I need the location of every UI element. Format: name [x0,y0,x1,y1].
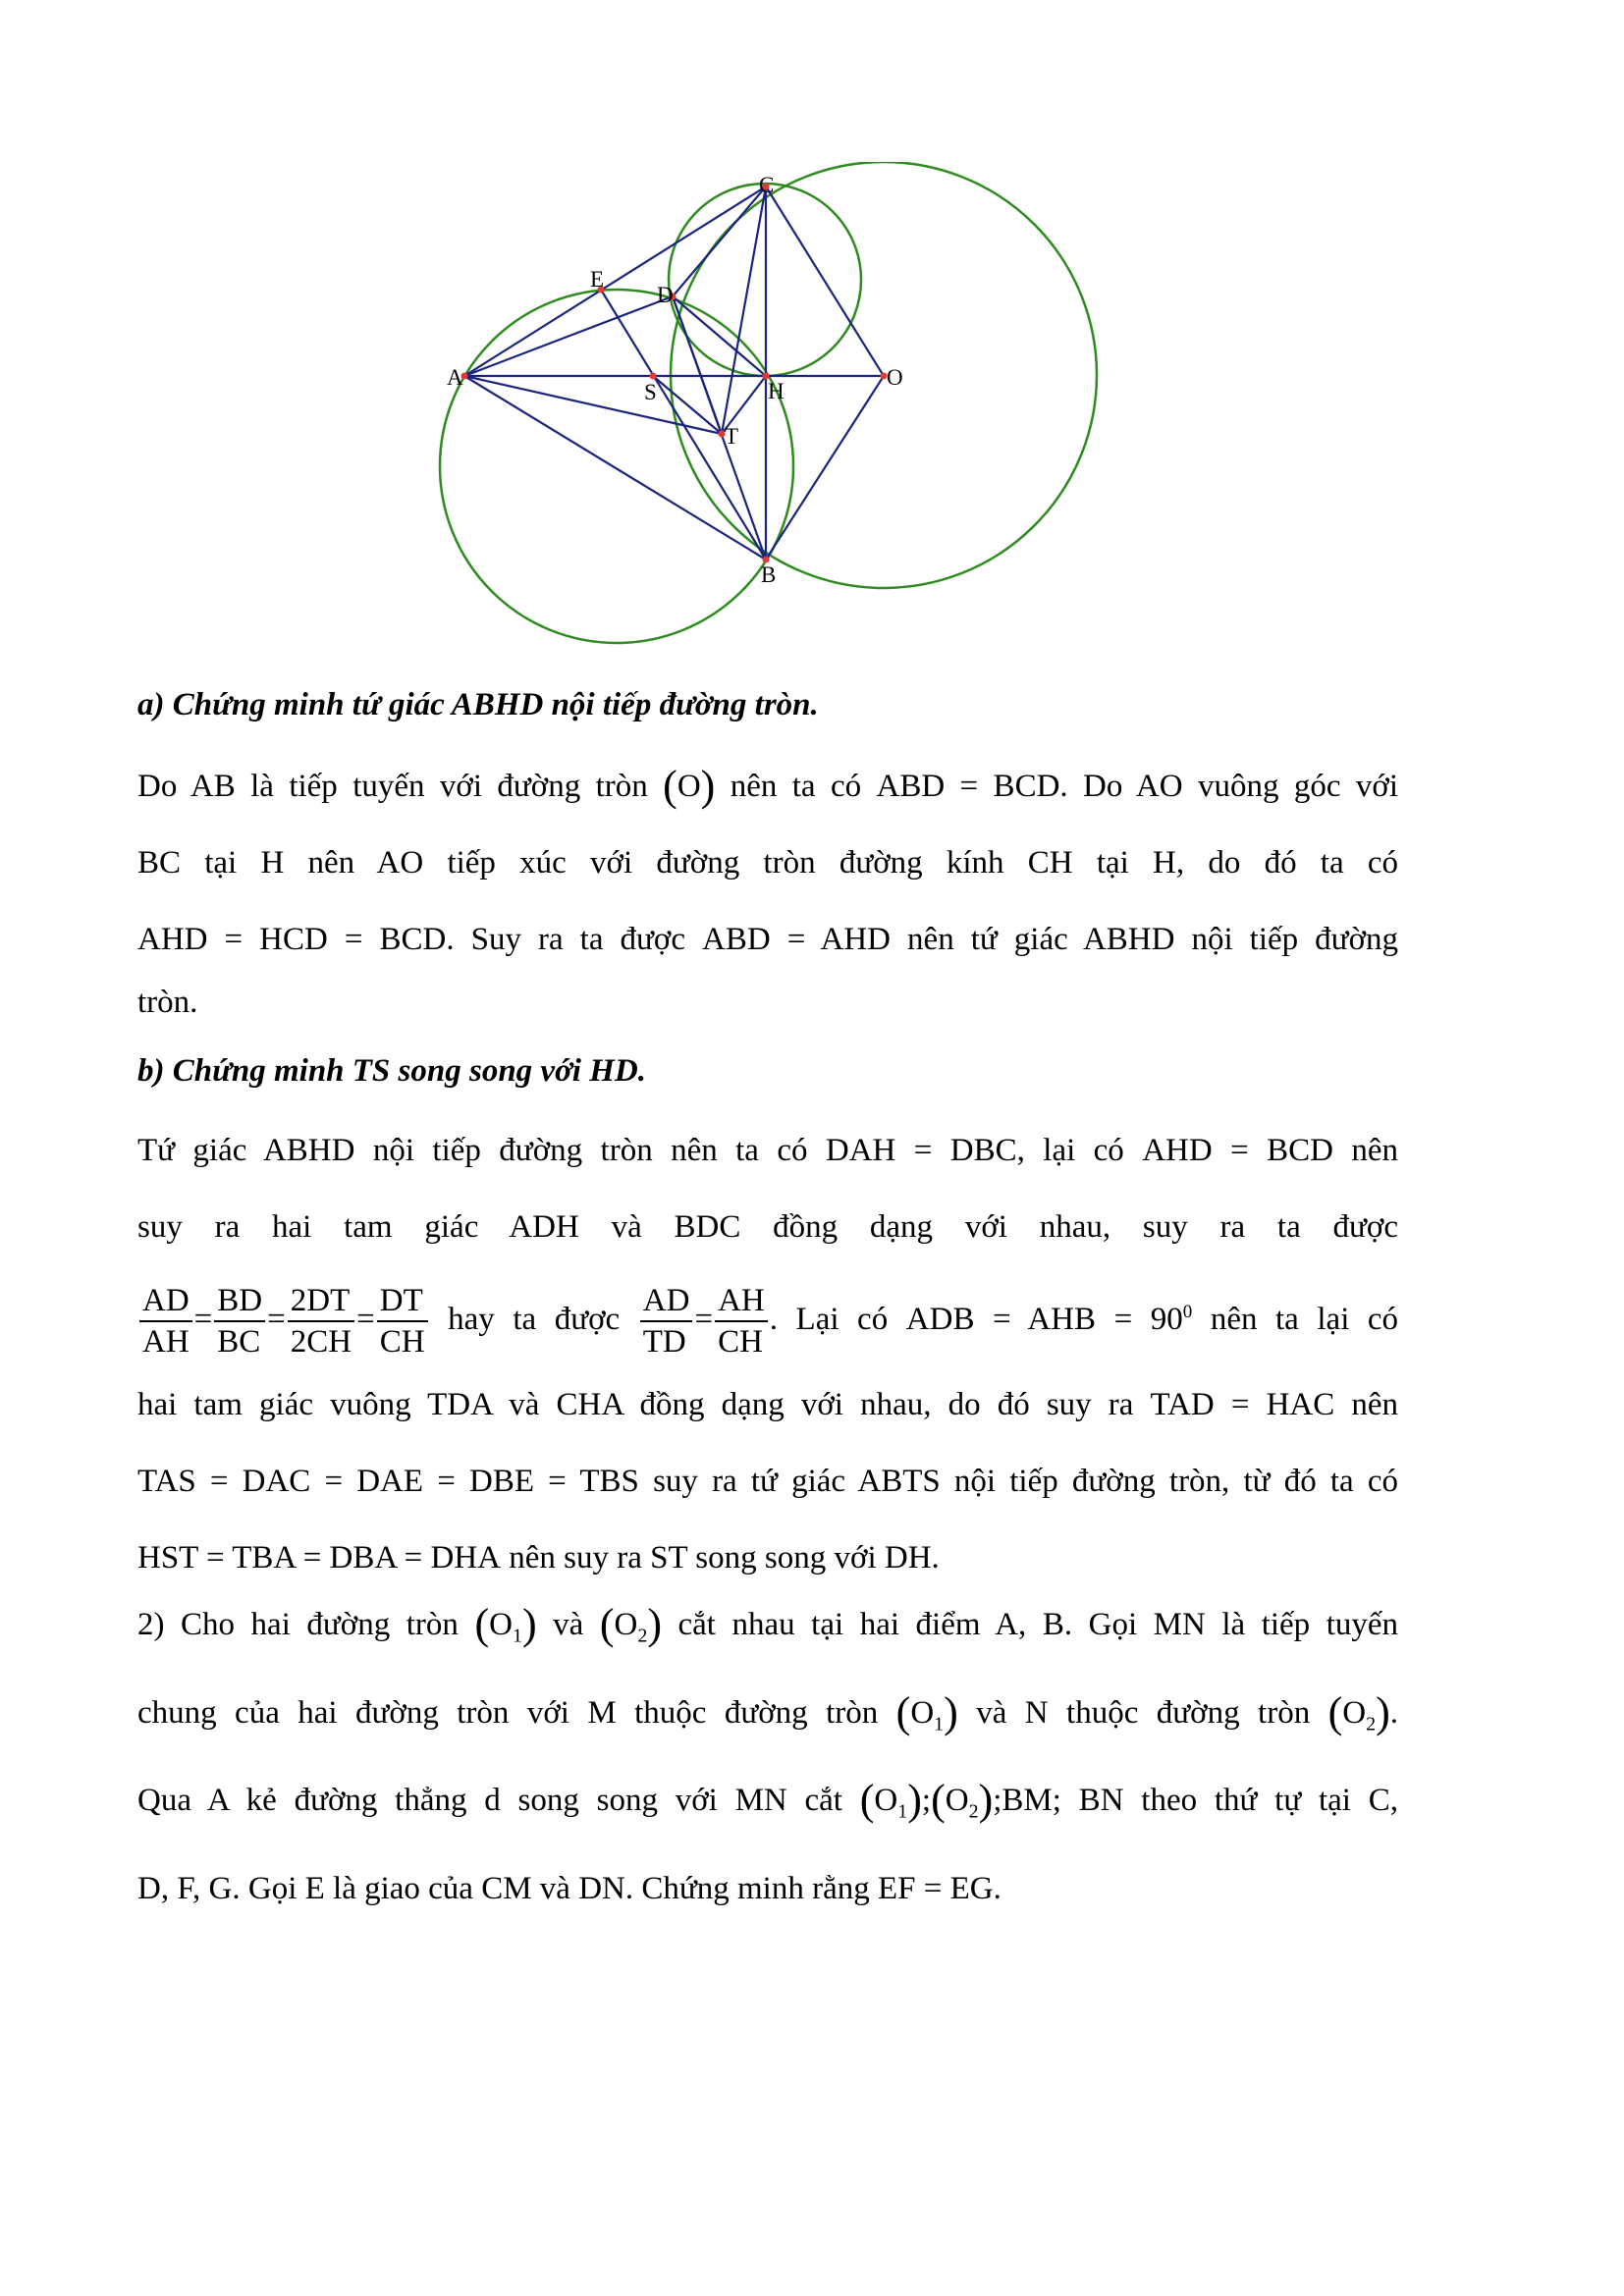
part-b-body [137,1112,1398,1596]
fraction-bd-bc: $\frac{BD}{BC}$ [214,1281,265,1362]
text: nên suy ra ST song song với DH. [509,1540,940,1575]
line-ob [766,376,884,560]
part-b-line-1 [137,1112,1398,1189]
label-o: O [887,365,903,390]
geometry-figure [432,162,1100,653]
part-a-line-1: Do AB là tiếp tuyến với đường tròn (O) nên ta có ABD = BCD. Do AO vuông góc với [137,762,1399,810]
problem-2-line-4: D, F, G. Gọi E là giao của CM và DN. Chứng minh rằng EF = EG. [137,1870,1001,1906]
fraction-ah-ch: $\frac{AH}{CH}$ [715,1281,768,1362]
circle-abhd [440,290,793,643]
text: 2) Cho hai đường tròn [137,1607,459,1642]
math-right-angles: ADB = AHB = $90^0$ [905,1302,1193,1337]
text: Do AB là tiếp tuyến với đường tròn [137,769,648,804]
text: nên ta có [730,769,862,804]
part-b-line-6 [137,1520,1398,1596]
label-t: T [725,424,739,449]
fraction-dt-ch: $\frac{DT}{CH}$ [377,1281,428,1362]
part-a-line-4: tròn. [137,985,198,1020]
text: . Do AO vuông góc với [1059,769,1399,804]
text: cắt nhau tại hai điểm A, B. Gọi MN là tiếp tuyến [677,1607,1399,1642]
line-co [766,187,884,376]
line-ac [464,187,766,376]
text: và [553,1607,584,1642]
text: theo thứ tự tại C, [1141,1783,1398,1819]
problem-2-line-3: Qua A kẻ đường thẳng d song song với MN cắt $(O_1);(O_2);BM$; BN theo thứ tự tại C, [137,1776,1398,1825]
line-cd [673,187,766,296]
part-a-line-3 [137,901,1398,978]
text: D, F, G. Gọi E là giao của CM và DN. Chứng minh rằng [137,1870,870,1906]
label-h: H [768,379,785,403]
math-abd-bcd: ABD = BCD [876,769,1060,804]
point-labels [447,173,903,587]
math-bm-bn: BM; BN [1001,1783,1124,1819]
text: nên ta lại có [1210,1302,1399,1337]
part-a-heading: a) Chứng minh tứ giác ABHD nội tiếp đường tròn. [137,687,819,722]
fraction-2dt-2ch: $\frac{2DT}{2CH}$ [288,1281,354,1362]
label-c: C [759,173,775,197]
part-b-line-2: suy ra hai tam giác ADH và BDC đồng dạng với nhau, suy ra ta được [137,1209,1398,1245]
math-hst-chain: HST = TBA = DBA = DHA [137,1540,502,1575]
text: Tứ giác ABHD nội tiếp đường tròn nên ta có [137,1133,808,1168]
label-e: E [590,267,605,292]
math-ahd-bcd: AHD = BCD [1142,1133,1333,1168]
text: và N thuộc đường tròn [976,1694,1311,1731]
text: nên [1351,1387,1399,1422]
text: chung của hai đường tròn với M thuộc đường tròn [137,1694,879,1731]
fraction-ad-td: $\frac{AD}{TD}$ [640,1281,693,1362]
fraction-ad-ah: $\frac{AD}{AH}$ [139,1281,192,1362]
point-s [650,373,657,380]
label-d: D [657,283,674,307]
problem-2-line-1: 2) Cho hai đường tròn $(O_1)$ và $(O_2)$ cắt nhau tại hai điểm A, B. Gọi MN là tiếp tuyến [137,1600,1399,1648]
part-b-line-4 [137,1366,1398,1443]
math-angle-chain: TAS = DAC = DAE = DBE = TBS [137,1464,639,1499]
label-a: A [447,365,463,390]
label-b: B [761,562,777,587]
line-ch-alt [722,187,766,434]
points [461,184,888,563]
text: . Suy ra ta được [446,922,685,957]
line-ab [464,376,766,560]
problem-2-line-2: chung của hai đường tròn với M thuộc đường tròn $(O_1)$ và N thuộc đường tròn $(O_2)$. [137,1687,1399,1736]
math-abd-ahd: ABD = AHD [702,922,892,957]
part-b-line-5 [137,1443,1398,1520]
text: hay ta được [448,1302,621,1337]
text: nên tứ giác ABHD nội tiếp đường [907,922,1399,957]
text: . Lại có [769,1302,889,1337]
math-ahd: AHD = HCD = BCD [137,922,447,957]
text: , lại có [1016,1133,1124,1168]
math-tad-hac: TAD = HAC [1150,1387,1335,1422]
text: nên [1351,1133,1399,1168]
problem-2 [137,1586,1398,1927]
math-ef-eg: EF = EG [878,1870,994,1906]
part-b-line-3: $\frac{AD}{AH}$ = $\frac{BD}{BC}$ = $\frac{2DT}{2CH}$ = $\frac{DT}{CH}$ hay ta được $\frac{AD}{TD}$ = $\frac{AH}{CH}$ . Lại có ADB = AHB = $90^0$ nên ta lại có [137,1265,1398,1366]
part-b-heading: b) Chứng minh TS song song với HD. [137,1053,646,1089]
text: hai tam giác vuông TDA và CHA đồng dạng với nhau, do đó suy ra [137,1387,1134,1422]
text: suy ra tứ giác ABTS nội tiếp đường tròn, từ đó ta có [653,1464,1398,1499]
part-a-body [137,748,1398,1027]
math-dah-dbc: DAH = DBC [825,1133,1017,1168]
label-s: S [644,380,657,404]
part-a-line-2: BC tại H nên AO tiếp xúc với đường tròn đường kính CH tại H, do đó ta có [137,845,1398,881]
lines [464,187,884,560]
text: Qua A kẻ đường thẳng d song song với MN cắt [137,1783,842,1819]
math-o: O [677,769,701,804]
